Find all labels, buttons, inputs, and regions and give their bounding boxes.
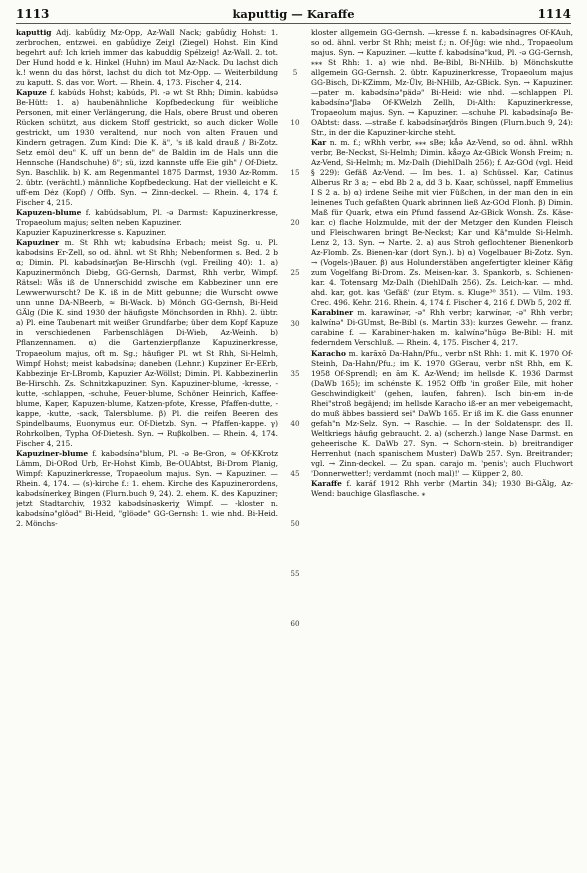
- line-number-gutter: [283, 28, 307, 863]
- dictionary-entry: [16, 208, 278, 228]
- dictionary-entry: [311, 349, 573, 479]
- entry-headword: Kapuziner-blume: [16, 448, 89, 458]
- entry-body: kloster allgemein GG-Gernsh. —kresse f. n. kabǝdsínǝgres Of-KAuh, so od. ähnl. verbr St Rhh; meist f.; n. Of-Jüg: wie nhd., Tropaeolum majus. Syn. → Kapuziner. —kutte f. kabǝdsínǝ"kud, Pl. -ǝ GG-Gernsh, ⁎⁎⁎ St Rhh: 1. a) wie nhd. Be-Bibl, Bi-NHilb. b) Mönchskutte allgemein GG-Gernsh. 2. übtr. Kapuzinerkresse, Tropaeolum majus GG-Bisch, Di-KZimm, Mz-Ülv, Bi-NHilb, Az-GBick. Syn. → Kapuziner. —pater m. kabǝdsínǝ"pädǝ" Bi-Heid: wie nhd. —schlappen Pl. kabǝdsínǝ"ʃlabǝ Of-KWelzh Zellh, Di-Alth: Kapuzinerkresse, Tropaeolum majus. Syn. → Kapuziner. —schuhe Pl. kabǝdsínǝʃǝ Be-OAbtst: dass. —straße f. kabǝdsínǝrʃdrös Bingen (Flurn.buch 9, 24): Str., in der die Kapuziner-kirche steht.: [311, 28, 573, 138]
- entry-body: f. karáf 1912 Rhh verbr (Martin 34); 1930 Bi-GÄlg, Az-Wend: bauchige Glasflasche. ⁎: [311, 478, 573, 498]
- entry-body: f. kabúdsǝblum, Pl. -ǝ Darmst: Kapuzinerkresse, Tropaeolum majus; selten neben Kapuziner.: [16, 208, 278, 228]
- entry-body: m. karāxō Da-Hahn/Pfu., verbr nSt Rhh: 1. mit K. 1970 Of-Steinh, Da-Hahn/Pfu.; im K. 1970 GGerau, verbr nSt Rhh, em K. 1958 Of-Sprendl; en ām K. Az-Wend; im hellsde K. 1936 Darmst (DaWb 165); im schénste K. 1952 Offb 'in großer Eile, mit hoher Geschwindigkeit' (gehen, laufen, fahren). Isch bin-em in-de Rhei"stroß begäjend; im hellsde Karacho iß-er an mer vebeigemacht, do muß äbbes bassierd sei" DaWb 165. Er iß im K. die Gass enunner gefah"n Mz-Selz. Syn. → Raschie. — In der Soldatenspr. des II. Weltkriegs häufig gebraucht. 2. a) (scherzh.) lange Nase Darmst. en geheerische K. DaWb 27. Syn. → Schorn-stein. b) breitrandiger Herrenhut (nach spanischem Muster) DaWb 257. Syn. Breitrander; vgl. → Zinn-deckel. — Zu span. carajo m. 'penis'; auch Fluchwort 'Donnerwetter!; verdammt (noch mal)!' — Küpper 2, 80.: [311, 348, 573, 478]
- line-number: 55: [290, 569, 300, 579]
- entry-headword: Kapuziner: [16, 238, 59, 248]
- entry-headword: Karaffe: [311, 478, 342, 488]
- entry-headword: Kar: [311, 138, 327, 148]
- dictionary-entry: [16, 28, 278, 88]
- dictionary-entry: [311, 28, 573, 138]
- entry-headword: kaputtig: [16, 28, 52, 37]
- entry-body: m. karawínǝr, -ǝ" Rhh verbr; karwínǝr, -ǝ" Rhh verbr; kalwínǝ" Di-GUmst, Be-Bibl (s. Martin 33): kurzes Gewehr. — franz. carabine f. — Karabiner-haken m. kalwínǝ"hūgǝ Be-Bibl: H. mit federndem Verschluß. — Rhein. 4, 175. Fischer 4, 217.: [311, 308, 573, 348]
- entry-headword: Kapuzen-blume: [16, 208, 82, 218]
- entry-headword: Karabiner: [311, 308, 354, 318]
- line-number: 20: [290, 218, 300, 228]
- entry-headword: Kapuze: [16, 88, 47, 98]
- dictionary-entry: [16, 88, 278, 208]
- entry-body: Kapuzier Kapuzinerkresse s. Kapuziner.: [16, 228, 167, 238]
- page-number-right: 1114: [537, 7, 571, 21]
- dictionary-entry: [16, 228, 278, 238]
- line-number: 25: [290, 268, 300, 278]
- entry-body: m. St Rhh wt; kabudsínǝ Erbach; meist Sg. u. Pl. kabǝdsins Er-Zell, so od. ähnl. wt St Rhh; Nebenformen s. Bed. 2 b α; Dimin. Pl. kabǝdsínǝrʃǝn Be-Hirschh (vgl. Freiling 40): 1. a) Kapuzinermönch Diebg, GG-Gernsh, Darmst, Rhh verbr, Wimpf. Rätsel: Wås iß de Unnerschidd zwische em Kabbeziner unn ere Lewwerwurscht? De K. iß in de Mitt gebunne; die Wurscht owwe unn unne DA-NBeerb, ≈ Bi-Wack. b) Mönch GG-Gernsh, Bi-Heid GÄlg (Die K. sind 1930 der häufigste Mönchsorden in Rhh). 2. übtr. a) Pl. eine Taubenart mit weißer Grundfarbe; über dem Kopf Kapuze in verschiedenen Farbenschlägen Di-Wieb, Az-Weinh. b) Pflanzennamen. α) die Gartenzierpflanze Kapuzinerkresse, Tropaeolum majus, oft m. Sg.; häufiger Pl. wt St Rhh, Si-Helmh, Wimpf Hohst; meist kabǝdsínǝ; daneben (Lehnr.) Kupziner Er-EErb, Kabbezinje Er-LBromb, Kapuzier Az-Wöllst; Dimin. Pl. Kabbezinerlin Be-Hirschh. Zs. Schnitzkapuziner. Syn. Kapuziner-blume, -kresse, -kutte, -schlappen, -schuhe, Feuer-blume, Schöner Heinrich, Kaffee-blume, Kaper, Kapuzen-blume, Katzen-pfote, Kresse, Pfaffen-dutte, -kappe, -kutte, -sack, Talersblume. β) Pl. die reifen Beeren des Spindelbaums, Euonymus eur. Of-Dietzb. Syn. → Pfaffen-kappe. γ) Rohrkolben, Typha Of-Dietesh. Syn. → Ruβkolben. — Rhein. 4, 174. Fischer 4, 215.: [16, 238, 278, 448]
- dictionary-entry: [16, 449, 278, 529]
- dictionary-entry: [311, 308, 573, 348]
- entry-body: f. kabúds Hohst; kabúds, Pl. -ə wt St Rhh; Dimin. kabúdsǝ Be-Hütt: 1. a) haubenähnliche Kopfbedeckung für weibliche Personen, mit einer Verlängerung, die Hals, obere Brust und oberen Rücken schützt, aus dickem Stoff gestrickt, so auch dicker Wolle gestrickt, um 1930 veraltend, nur noch von alten Frauen und Kindern getragen. Zum Kind: Die K. ä", 's iß kald drauß / Bi-Zotz. Setz emòl deu" K. uff un benn de" de Baldin im de Hals unn die Hennsche (Handschuhe) δ"; sü, izzd kannste uffe Eie gih" / Of-Dietz. Syn. Baschlik. b) K. am Regenmantel 1875 Darmst, 1930 Az-Romm. 2. übtr. (verächtl.) männliche Kopfbedeckung. Hat der vielleicht e K. uff-em Dėz (Kopf) / Offb. Syn. → Zinn-deckel. — Rhein. 4, 174 f. Fischer 4, 215.: [16, 88, 278, 208]
- entry-body: n. m. f.; wRhh verbr, ⁎⁎⁎ sBe; kǻǝ Az-Vend, so od. ähnl. wRhh verbr, Be-Neckst, Si-Helmh; Dimin. kǻǝχǝ Az-GBick Wonsh Freim; n. Az-Vend, Si-Helmh; m. Mz-Dalh (DiehlDalh 256); f. Az-GOd (vgl. Heid § 229): Gefäß Az-Vend. — Im bes. 1. a) Schüssel. Kar, Catinus Alberus Rr 3 a; ~ ebd Bb 2 a, dd 3 b. Kaar, schüssel, napff Emmelius I S 2 a. b) α) irdene Seihe mit vier Füßchen, in der man den in ein leinenes Tuch gefaßten Quark abrinnen ließ Az-GOd Flonh. β) Dimin. Maß für Quark, etwa ein Pfund fassend Az-GBick Wonsh. Zs. Käse-kar. c) flache Holzmulde, mit der der Metzger den Kunden Fleisch und Fleischwaren bringt Be-Neckst; Kar und Kä"mulde Si-Helmh. Lenz 2, 13. Syn. → Narte. 2. a) aus Stroh geflochtener Bienenkorb Az-Flomb. Zs. Bienen-kar (dort Syn.). b) α) Vogelbauer Bi-Zotz. Syn. → (Vogels-)Bauer. β) aus Holunderstäben angefertigter kleiner Käfig zum Vogelfang Bi-Drom. Zs. Meisen-kar. 3. Spankorb, s. Schienen-kar. 4. Totensarg Mz-Dalh (DiehlDalh 256). Zs. Leich-kar. — mhd. ahd. kar, got. kas 'Gefäß' (zur Etym. s. Kluge³⁰ 351). — Vilm. 193. Crec. 496. Kehr. 216. Rhein. 4, 174 f. Fischer 4, 216 f. DWb 5, 202 ff.: [311, 138, 573, 308]
- entry-body: Adj. kabǘdiχ Mz-Opp, Az-Wall Nack; gabǘdiχ Hohst: 1. zerbrochen, entzwei. en gabǘdiχe Ζeiχl (Ziegel) Hohst. Ein Kind begehrt auf: Ich krieh immer das kabuddig Spélzeig! Az-Wall. 2. tot. Der Hund hodd e k. Hinkel (Huhn) im Maul Az-Nack. Du lachst dich k.! wenn du das hörst, lachst du dich tot Mz-Opp. — Weiterbildung zu kaputt. S. das vor. Wort. — Rhein. 4, 173. Fischer 4, 214.: [16, 28, 278, 88]
- page-number-left: 1113: [16, 7, 50, 21]
- header-rule: [16, 23, 571, 24]
- line-number: 45: [290, 468, 300, 478]
- line-number: 15: [290, 168, 300, 178]
- left-column: [16, 28, 278, 863]
- line-number: 40: [290, 418, 300, 428]
- dictionary-entry: [16, 238, 278, 448]
- line-number: 30: [290, 318, 300, 328]
- entry-body: f. kabǝdsínǝ"blum, Pl. -ǝ Be-Gron, ≈ Of-KKrotz Lämm, Di-ORod Urb, Er-Hohst Kimb, Be-OUAbtst, Bi-Drom Planig, Wimpf: Kapuzinerkresse, Tropaeolum majus. Syn. → Kapuziner. — Rhein. 4, 174. — (s)-kirche f.: 1. ehem. Kirche des Kapuzinerordens, kabǝdsínerkeχ Bingen (Flurn.buch 9, 24). 2. ehem. K. des Kapuziner; jetzt Stadtarchiv, 1932 kabǝdsínǝskeriχ Wimpf. — -kloster n. kabǝdsínǝ"glöǝd" Bi-Heid, "glöǝde" GG-Gernsh: 1. wie nhd. Bi-Heid. 2. Mönchs-: [16, 448, 278, 528]
- right-column: [311, 28, 573, 863]
- page-header: [16, 6, 571, 22]
- running-title: kaputtig — Karaffe: [232, 7, 355, 21]
- line-number: 5: [292, 68, 298, 78]
- line-number: 50: [290, 518, 300, 528]
- line-number: 10: [290, 118, 300, 128]
- dictionary-entry: [311, 138, 573, 308]
- dictionary-entry: [311, 479, 573, 499]
- line-number: 35: [290, 368, 300, 378]
- entry-headword: Karacho: [311, 348, 346, 358]
- line-number: 60: [290, 619, 300, 629]
